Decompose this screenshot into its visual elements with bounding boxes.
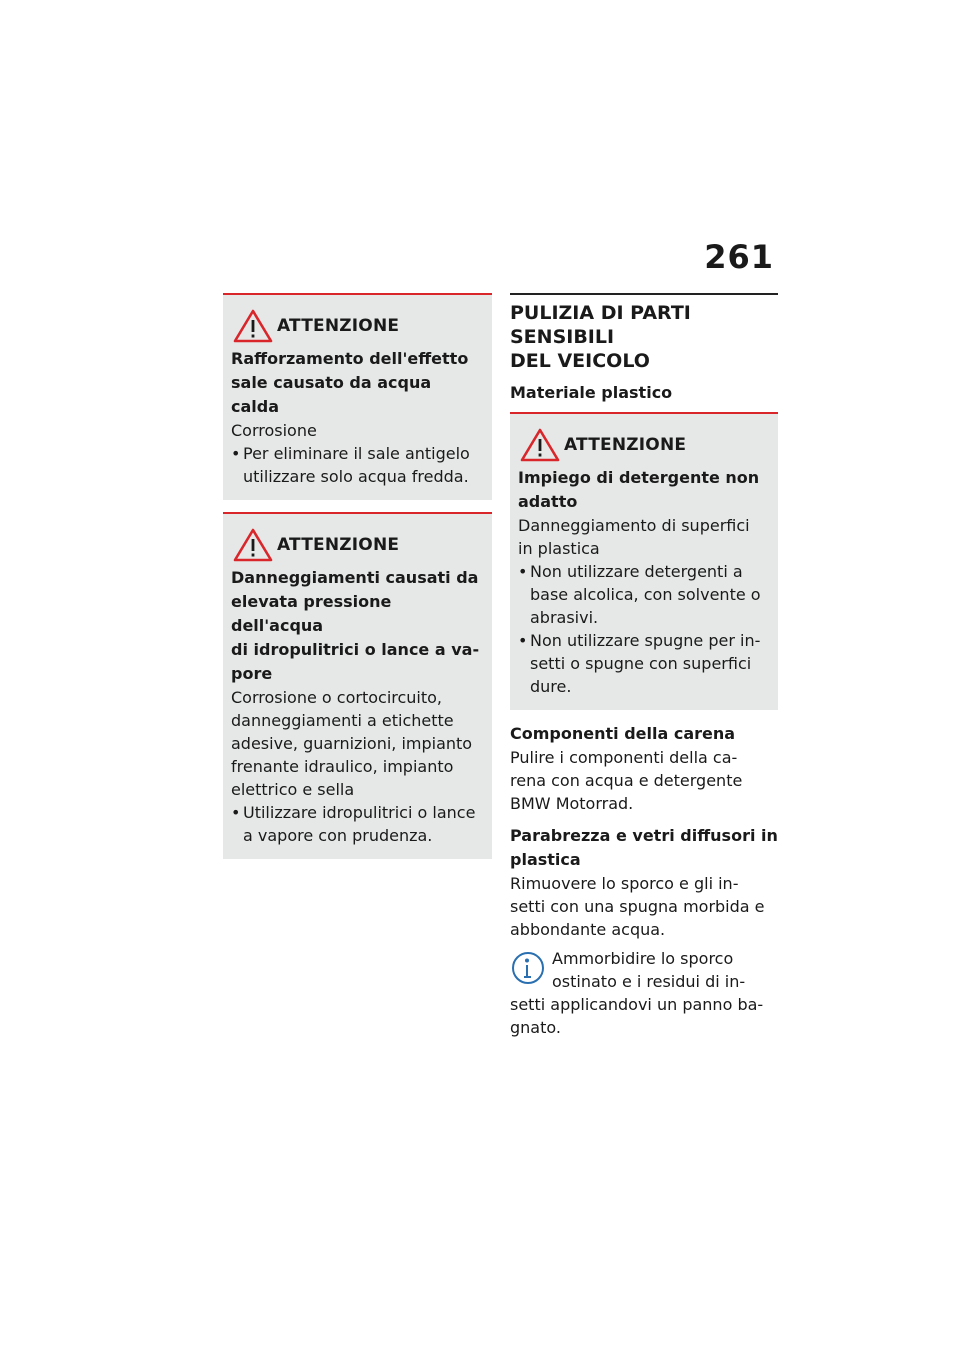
windshield-text: setti con una spugna morbida e — [510, 897, 765, 916]
warning-bullets — [231, 801, 484, 847]
fairing-text: rena con acqua e detergente — [510, 771, 743, 790]
info-tip — [510, 947, 778, 1039]
warning-heading: di idropulitrici o lance a va- — [231, 640, 480, 659]
warning-title: ATTENZIONE — [277, 316, 400, 336]
warning-heading: pore — [231, 664, 273, 683]
warning-consequence: Corrosione — [231, 421, 317, 440]
section-title-line: DEL VEICOLO — [510, 350, 650, 372]
subsection-title: Materiale plastico — [510, 383, 673, 402]
section-title — [510, 293, 778, 373]
info-text: gnato. — [510, 1018, 561, 1037]
warning-consequence: adesive, guarnizioni, impianto — [231, 734, 473, 753]
windshield-text: abbondante acqua. — [510, 920, 666, 939]
warning-consequence: frenante idraulico, impianto — [231, 757, 454, 776]
fairing-title: Componenti della carena — [510, 724, 736, 743]
warning-box-detergent — [510, 412, 778, 710]
page-number: 261 — [704, 238, 774, 276]
fairing-text: BMW Motorrad. — [510, 794, 634, 813]
warning-box-salt — [223, 293, 492, 500]
warning-heading: sale causato da acqua calda — [231, 373, 432, 416]
bullet-item: • Utilizzare idropulitrici o lance a vapore con prudenza. — [231, 801, 484, 847]
warning-triangle-icon — [233, 309, 273, 343]
fairing-section — [510, 722, 778, 815]
right-column — [510, 293, 778, 1048]
info-text: setti applicandovi un panno ba- — [510, 995, 764, 1014]
windshield-title: plastica — [510, 850, 581, 869]
warning-heading: elevata pressione dell'acqua — [231, 592, 392, 635]
warning-header — [231, 309, 484, 343]
warning-triangle-icon — [520, 428, 560, 462]
warning-header — [518, 428, 770, 462]
warning-triangle-icon — [233, 528, 273, 562]
warning-consequence: Corrosione o cortocircuito, — [231, 688, 443, 707]
warning-header — [231, 528, 484, 562]
windshield-text: Rimuovere lo sporco e gli in- — [510, 874, 739, 893]
windshield-section — [510, 824, 778, 1039]
left-column — [223, 293, 492, 871]
warning-heading: adatto — [518, 492, 578, 511]
warning-consequence: danneggiamenti a etichette — [231, 711, 454, 730]
info-icon — [510, 949, 546, 987]
section-title-line: PULIZIA DI PARTI SENSIBILI — [510, 302, 691, 348]
bullet-item: • Per eliminare il sale antigelo utilizzare solo acqua fredda. — [231, 442, 484, 488]
windshield-title: Parabrezza e vetri diffusori in — [510, 826, 778, 845]
warning-title: ATTENZIONE — [564, 435, 687, 455]
warning-box-pressure — [223, 512, 492, 859]
warning-bullets — [231, 442, 484, 488]
warning-consequence: in plastica — [518, 539, 600, 558]
fairing-text: Pulire i componenti della ca- — [510, 748, 738, 767]
warning-bullets — [518, 560, 770, 698]
warning-heading: Rafforzamento dell'effetto — [231, 349, 469, 368]
bullet-item: • Non utilizzare detergenti a base alcolica, con solvente o abrasivi. — [518, 560, 770, 629]
info-text: ostinato e i residui di in- — [552, 972, 746, 991]
warning-consequence: elettrico e sella — [231, 780, 355, 799]
bullet-item: • Non utilizzare spugne per in-setti o spugne con superfici dure. — [518, 629, 770, 698]
warning-heading: Danneggiamenti causati da — [231, 568, 479, 587]
info-text: Ammorbidire lo sporco — [552, 949, 734, 968]
warning-title: ATTENZIONE — [277, 535, 400, 555]
warning-heading: Impiego di detergente non — [518, 468, 760, 487]
warning-consequence: Danneggiamento di superfici — [518, 516, 750, 535]
